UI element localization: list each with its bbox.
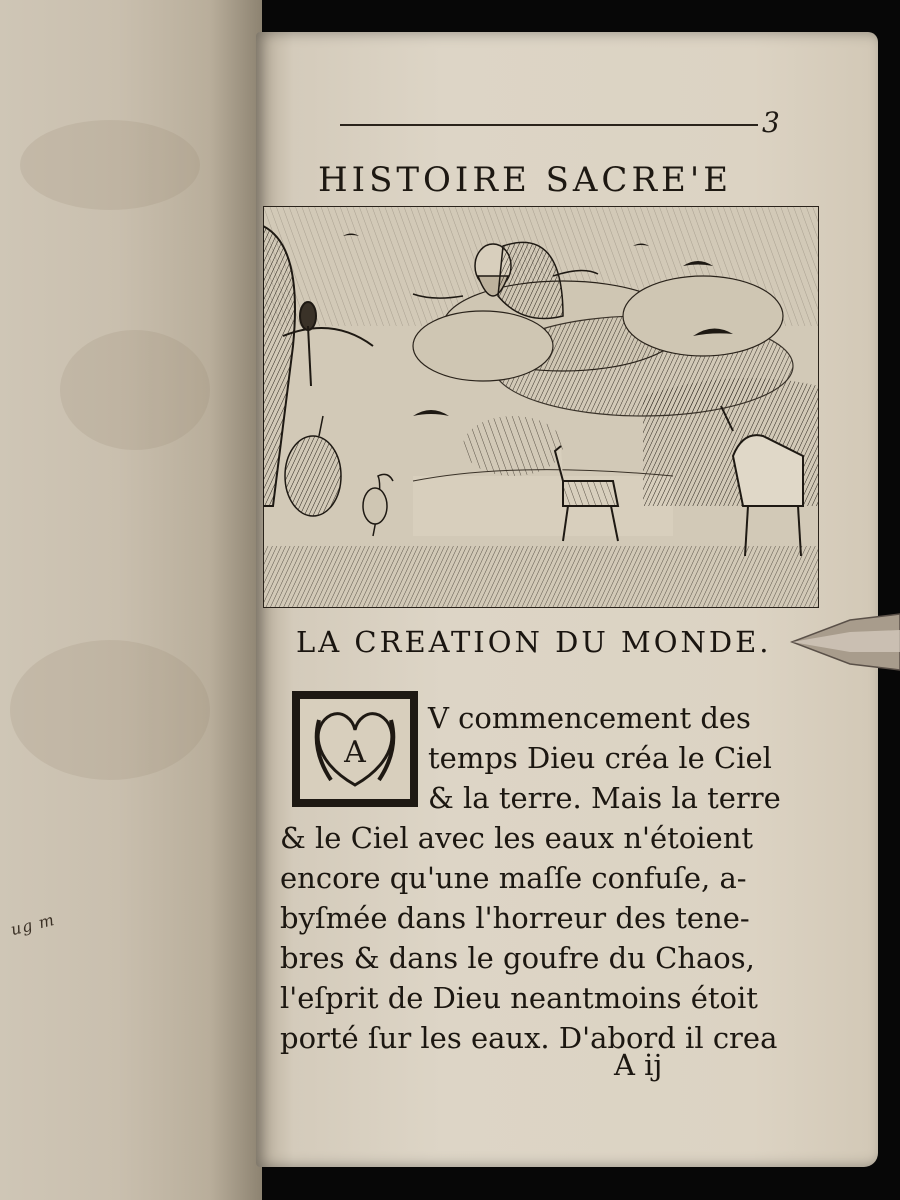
text-line: V commencement des [428,701,751,735]
text-line: encore qu'une maſſe confuſe, a- [280,861,747,895]
text-line: & la terre. Mais la terre [428,781,781,815]
header-rule [340,124,758,126]
left-facing-page [0,0,262,1200]
text-line: byſmée dans l'horreur des tene- [280,901,750,935]
foreground-vegetation [263,546,819,608]
text-line: & le Ciel avec les eaux n'étoient [280,821,754,855]
signature-mark: A ij [614,1048,663,1082]
text-line: l'eſprit de Dieu neantmoins étoit [280,981,758,1015]
running-head: HISTOIRE SACRE'E [318,160,733,200]
creation-engraving [263,206,819,608]
paper-stain [60,330,210,450]
metal-pointer [790,612,900,672]
paper-stain [20,120,200,210]
initial-letter: A [344,735,366,770]
text-line: porté ſur les eaux. D'abord il crea [280,1021,778,1055]
body-text [280,698,780,1058]
chapter-title: LA CREATION DU MONDE. [296,625,772,659]
text-line: bres & dans le goufre du Chaos, [280,941,755,975]
text-line: temps Dieu créa le Ciel [428,741,772,775]
marginal-handwriting: ug m [8,909,57,940]
page-number: 3 [762,106,780,139]
paper-stain [10,640,210,780]
